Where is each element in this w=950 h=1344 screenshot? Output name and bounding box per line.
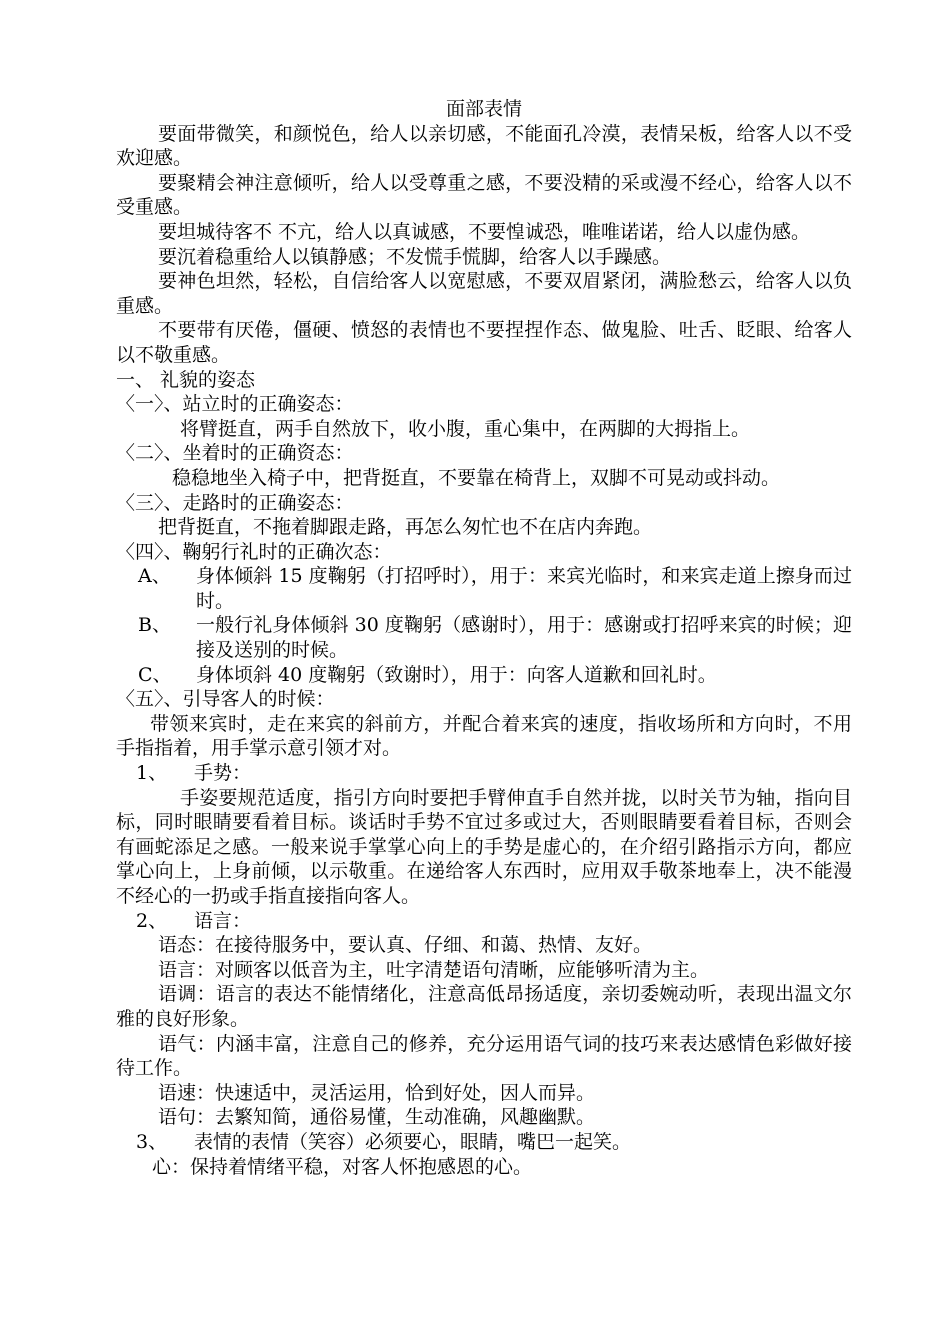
facial-paragraph-4: 要沉着稳重给人以镇静感；不发慌手慌脚，给客人以手躁感。 — [158, 245, 672, 268]
numbered-heading-language — [116, 909, 852, 934]
subheading-walking: 〈三〉、走路时的正确姿态： — [116, 491, 354, 514]
language-item: 语句：去繁知简，通俗易懂，生动准确，风趣幽默。 — [158, 1106, 596, 1129]
facial-paragraph-6: 不要带有厌倦，僵硬、愤怒的表情也不要捏捏作态、做鬼脸、吐舌、眨眼、给客人以不敬重感。 — [116, 319, 852, 366]
walking-text: 把背挺直，不拖着脚跟走路，再怎么匆忙也不在店内奔跑。 — [158, 516, 653, 539]
gesture-label: 手势： — [194, 762, 252, 785]
document-page — [116, 97, 852, 1179]
facial-paragraph-1: 要面带微笑，和颜悦色，给人以亲切感，不能面孔冷漠，表情呆板，给客人以不受欢迎感。 — [116, 122, 852, 170]
language-item: 语速：快速适中，灵活运用，恰到好处，因人而异。 — [158, 1081, 596, 1104]
language-item: 语言：对顾客以低音为主，吐字清楚语句清晰，应能够听清为主。 — [158, 958, 710, 981]
sitting-text: 稳稳地坐入椅子中，把背挺直，不要靠在椅背上，双脚不可晃动或抖动。 — [172, 466, 781, 489]
numbered-heading-gesture — [116, 761, 852, 786]
list-marker: 2、 — [136, 909, 168, 932]
section-heading-posture: 一、 礼貌的姿态 — [116, 368, 256, 391]
language-label: 语言： — [194, 909, 252, 932]
subheading-sitting: 〈二〉、坐着时的正确资态： — [116, 442, 354, 465]
list-marker: 3、 — [136, 1130, 168, 1153]
language-item: 语气：内涵丰富，注意自己的修养，充分运用语气词的技巧来表达感情色彩做好接待工作。 — [116, 1032, 852, 1080]
page-title: 面部表情 — [445, 98, 522, 120]
expression-heart-text: 心：保持着情绪平稳，对客人怀抱感恩的心。 — [152, 1155, 533, 1178]
list-item — [116, 663, 852, 688]
subheading-standing: 〈一〉、站立时的正确姿态： — [116, 393, 354, 416]
facial-paragraph-3: 要坦城待客不 不亢，给人以真诚感，不要惶诚恐，唯唯诺诺，给人以虚伪感。 — [158, 220, 811, 243]
list-item-text: 身体顷斜 40 度鞠躬（致谢时），用于：向客人道歉和回礼时。 — [196, 663, 717, 686]
subheading-guiding: 〈五〉、引导客人的时候： — [116, 688, 335, 711]
list-marker: A、 — [138, 565, 171, 588]
facial-paragraph-5: 要神色坦然，轻松，自信给客人以宽慰感，不要双眉紧闭，满脸愁云，给客人以负重感。 — [116, 270, 852, 317]
guiding-text: 带领来宾时，走在来宾的斜前方，并配合着来宾的速度，指收场所和方向时，不用手指指着，用手掌示意引领才对。 — [116, 712, 852, 760]
subheading-bowing: 〈四〉、鞠躬行礼时的正确次态： — [116, 540, 392, 563]
list-marker: 1、 — [136, 762, 168, 785]
list-item — [116, 564, 852, 613]
standing-text: 将臂挺直，两手自然放下，收小腹，重心集中，在两脚的大拇指上。 — [180, 417, 751, 440]
list-item — [116, 613, 852, 662]
gesture-text: 手姿要规范适度，指引方向时要把手臂伸直手自然并拢，以时关节为轴，指向目标，同时眼睛要看着目标。谈话时手势不宜过多或过大，否则眼睛要看着目标，否则会有画蛇添足之感。一般来说手掌掌心向上的手势是虚心的，在介绍引路指示方向，都应掌心向上，上身前倾，以示敬重。在递给客人东西时，应用双手敬茶地奉上，决不能漫不经心的一扔或手指直接指向客人。 — [116, 786, 852, 907]
language-item: 语调：语言的表达不能情绪化，注意高低昂扬适度，亲切委婉动听，表现出温文尔雅的良好形象。 — [116, 983, 852, 1030]
list-marker: C、 — [138, 663, 172, 686]
list-item-text: 一般行礼身体倾斜 30 度鞠躬（感谢时），用于：感谢或打招呼来宾的时候；迎接及送别的时候。 — [196, 614, 852, 662]
facial-paragraph-2: 要聚精会神注意倾听，给人以受尊重之感，不要没精的采或漫不经心，给客人以不受重感。 — [116, 171, 852, 219]
numbered-heading-expression — [116, 1130, 852, 1155]
language-item: 语态：在接待服务中，要认真、仔细、和蔼、热情、友好。 — [158, 934, 653, 957]
list-marker: B、 — [138, 614, 171, 637]
list-item-text: 身体倾斜 15 度鞠躬（打招呼时），用于：来宾光临时，和来宾走道上擦身而过时。 — [196, 565, 852, 612]
expression-label: 表情的表情（笑容）必须要心，眼睛，嘴巴一起笑。 — [194, 1130, 632, 1153]
